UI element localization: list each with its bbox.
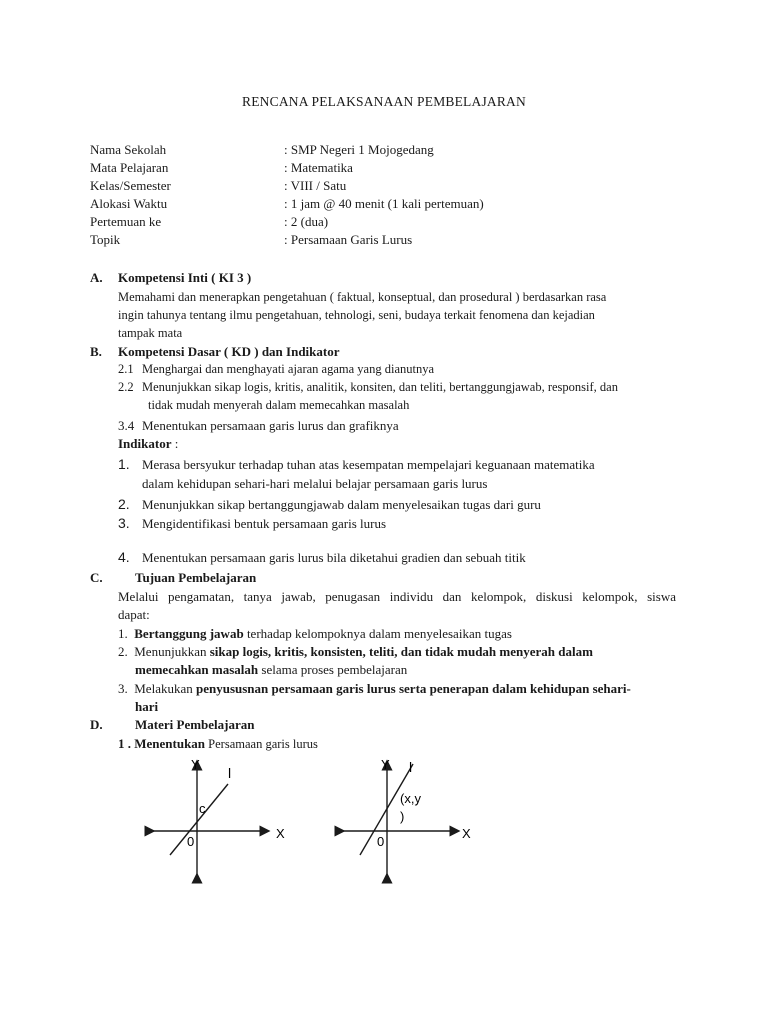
kd-text: tidak mudah menyerah dalam memecahkan masalah	[148, 398, 410, 412]
tujuan-text: Melakukan	[134, 681, 196, 696]
identity-label: Kelas/Semester	[90, 178, 171, 193]
identity-value: : Persamaan Garis Lurus	[284, 232, 413, 247]
tujuan-number: 3.	[118, 681, 128, 696]
point-label-cont: )	[400, 809, 405, 824]
materi-number: 1 .	[118, 736, 131, 751]
point-label: (x,y	[400, 791, 421, 806]
origin-label: 0	[377, 834, 385, 849]
materi-text: Persamaan garis lurus	[205, 737, 318, 751]
tujuan-bold: penyususnan persamaan garis lurus serta penerapan dalam kehidupan sehari-	[195, 681, 631, 696]
indikator-label: Indikator	[118, 436, 172, 451]
identity-value: : SMP Negeri 1 Mojogedang	[284, 142, 434, 157]
indikator-number: 2.	[118, 496, 130, 512]
indikator-number: 1.	[118, 456, 130, 472]
tujuan-text: Menunjukkan	[134, 644, 210, 659]
kd-number: 2.2	[118, 380, 134, 394]
y-axis-label: Y	[191, 757, 200, 772]
origin-label: 0	[187, 834, 195, 849]
paragraph-line: dapat:	[118, 607, 150, 622]
tujuan-bold: hari	[135, 699, 159, 714]
kd-text: Menghargai dan menghayati ajaran agama yang dianutnya	[142, 362, 435, 376]
intercept-label: c	[199, 801, 206, 816]
graph-line-through-c	[140, 750, 300, 890]
indikator-colon: :	[171, 436, 179, 451]
tujuan-bold: sikap logis, kritis, konsisten, teliti, dan tidak mudah menyerah dalam	[209, 644, 593, 659]
section-letter: B.	[90, 344, 102, 359]
identity-label: Topik	[90, 232, 121, 247]
tujuan-number: 2.	[118, 644, 128, 659]
tujuan-bold: Bertanggung jawab	[134, 626, 244, 641]
indikator-text: Menunjukkan sikap bertanggungjawab dalam menyelesaikan tugas dari guru	[142, 497, 541, 512]
x-axis-label: X	[462, 826, 471, 841]
graph-line	[170, 784, 228, 855]
tujuan-item-3	[118, 681, 631, 697]
identity-value: : 2 (dua)	[284, 214, 329, 229]
page-title: RENCANA PELAKSANAAN PEMBELAJARAN	[242, 94, 526, 109]
indikator-number: 3.	[118, 515, 130, 531]
section-heading: Materi Pembelajaran	[135, 717, 255, 732]
identity-value: : 1 jam @ 40 menit (1 kali pertemuan)	[284, 196, 484, 211]
graph-line-through-point	[330, 750, 490, 890]
y-axis-label: Y	[381, 757, 390, 772]
kd-text: Menunjukkan sikap logis, kritis, analitik, konsiten, dan teliti, bertanggungjawab, responsif, dan	[142, 380, 618, 394]
indikator-text: Mengidentifikasi bentuk persamaan garis lurus	[142, 516, 387, 531]
section-letter: D.	[90, 717, 103, 732]
section-heading: Tujuan Pembelajaran	[135, 570, 257, 585]
kd-number: 3.4	[118, 418, 135, 433]
section-letter: A.	[90, 270, 103, 285]
line-label: l	[228, 765, 232, 781]
tujuan-text: selama proses pembelajaran	[258, 662, 408, 677]
tujuan-text: terhadap kelompoknya dalam menyelesaikan tugas	[243, 626, 512, 641]
tujuan-number: 1.	[118, 626, 128, 641]
indikator-text: Menentukan persamaan garis lurus bila diketahui gradien dan sebuah titik	[142, 550, 526, 565]
section-heading: Kompetensi Inti ( KI 3 )	[118, 270, 252, 285]
paragraph-line: Melalui pengamatan, tanya jawab, penugasan individu dan kelompok, diskusi kelompok, siswa	[118, 589, 676, 604]
section-heading: Kompetensi Dasar ( KD ) dan Indikator	[118, 344, 340, 359]
identity-value: : Matematika	[284, 160, 353, 175]
x-axis-label: X	[276, 826, 285, 841]
paragraph-line: Memahami dan menerapkan pengetahuan ( faktual, konseptual, dan prosedural ) berdasarkan rasa	[118, 290, 607, 304]
tujuan-item-1	[118, 626, 512, 642]
kd-text: Menentukan persamaan garis lurus dan grafiknya	[142, 418, 399, 433]
tujuan-bold: memecahkan masalah	[135, 662, 259, 677]
section-letter: C.	[90, 570, 103, 585]
tujuan-item-2-cont	[135, 662, 407, 678]
tujuan-item-2	[118, 644, 593, 660]
identity-label: Pertemuan ke	[90, 214, 162, 229]
line-label: l	[409, 759, 413, 775]
materi-bold: Menentukan	[134, 736, 206, 751]
paragraph-line: ingin tahunya tentang ilmu pengetahuan, tehnologi, seni, budaya terkait fenomena dan kejadian	[118, 308, 595, 322]
paragraph-line: tampak mata	[118, 326, 183, 340]
identity-value: : VIII / Satu	[284, 178, 347, 193]
indikator-text: Merasa bersyukur terhadap tuhan atas kesempatan mempelajari keguanaan matematika	[142, 457, 595, 472]
indikator-number: 4.	[118, 549, 130, 565]
indikator-label-row	[118, 436, 178, 452]
indikator-text: dalam kehidupan sehari-hari melalui belajar persamaan garis lurus	[142, 476, 488, 491]
identity-label: Mata Pelajaran	[90, 160, 169, 175]
identity-label: Nama Sekolah	[90, 142, 167, 157]
identity-label: Alokasi Waktu	[90, 196, 168, 211]
kd-number: 2.1	[118, 362, 134, 376]
